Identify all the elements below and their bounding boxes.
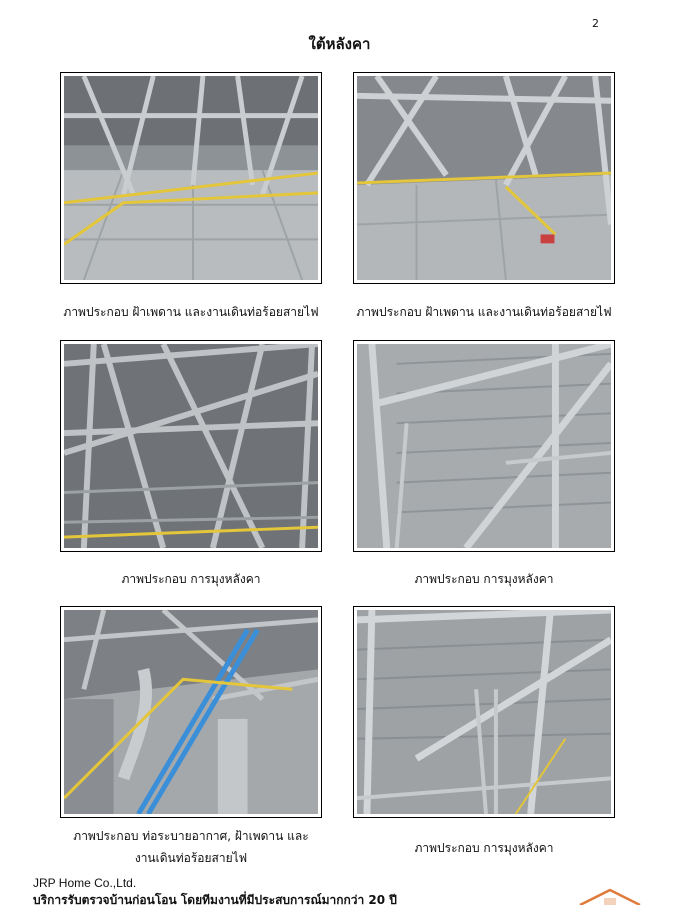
footer-company-name: JRP Home Co.,Ltd. [33,876,137,890]
photo-ceiling-conduit-2 [353,72,615,284]
photo-roof-structure-2 [353,340,615,552]
footer-tagline: บริการรับตรวจบ้านก่อนโอน โดยทีมงานที่มีประสบการณ์มากกว่า 20 ปี [33,893,397,907]
photo-caption-5-line1: ภาพประกอบ ท่อระบายอากาศ, ฝ้าเพดาน และ [73,829,309,843]
photo-caption-4: ภาพประกอบ การมุงหลังคา [414,572,554,586]
photo-caption-3: ภาพประกอบ การมุงหลังคา [121,572,261,586]
photo-roof-structure-1 [60,340,322,552]
photo-caption-5-line2: งานเดินท่อร้อยสายไฟ [134,851,248,865]
page-title: ใต้หลังคา [308,35,371,53]
photo-roof-structure-3 [353,606,615,818]
photo-ventilation-duct [60,606,322,818]
page-number: 2 [592,17,599,30]
photo-caption-6: ภาพประกอบ การมุงหลังคา [414,841,554,855]
company-logo [578,888,642,905]
photo-ceiling-conduit-1 [60,72,322,284]
photo-caption-2: ภาพประกอบ ฝ้าเพดาน และงานเดินท่อร้อยสายไฟ [356,305,612,319]
photo-caption-1: ภาพประกอบ ฝ้าเพดาน และงานเดินท่อร้อยสายไฟ [63,305,319,319]
photo-caption-5 [41,825,341,869]
